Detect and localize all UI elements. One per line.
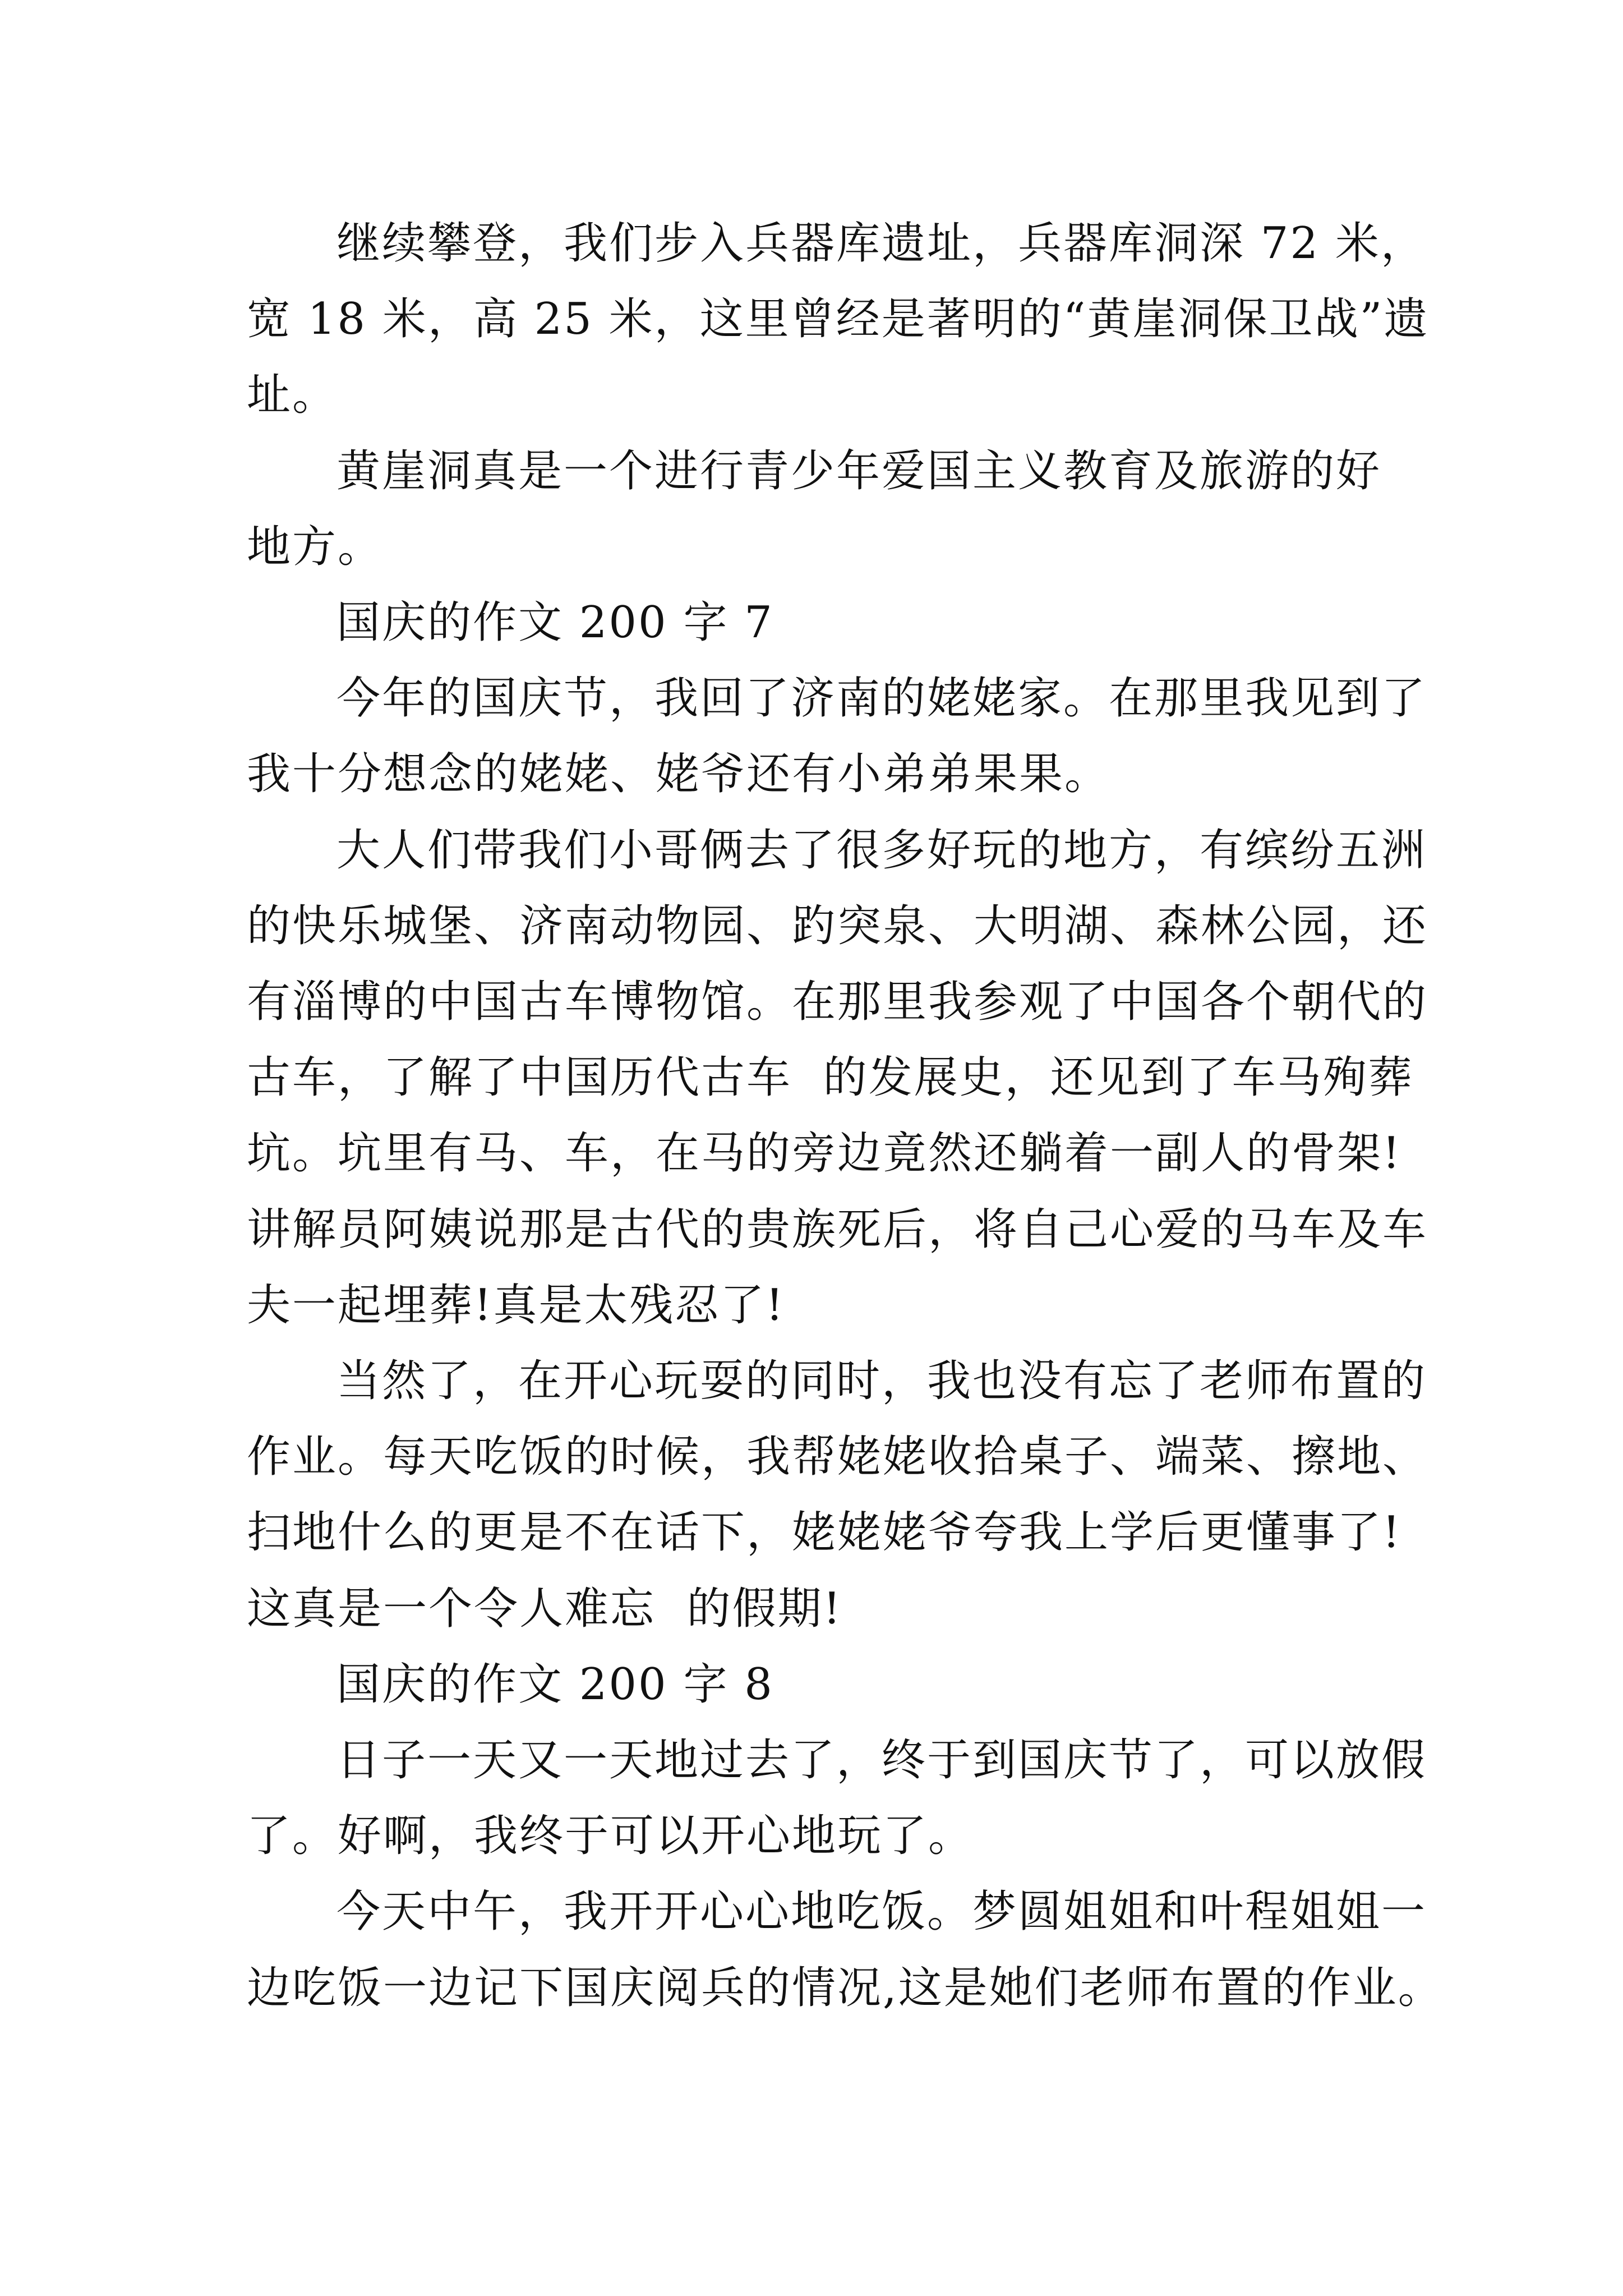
text-line: 址。 — [247, 370, 338, 420]
text-line: 边吃饭一边记下国庆阅兵的情况,这是她们老师布置的作业。 — [247, 1963, 1444, 2013]
text-line: 了。好啊，我终于可以开心地玩了。 — [247, 1811, 974, 1861]
text-line: 这真是一个令人难忘 的假期! — [247, 1584, 842, 1634]
text-line: 的快乐城堡、济南动物园、趵突泉、大明湖、森林公园，还 — [247, 901, 1428, 951]
section-heading: 国庆的作文 200 字 7 — [336, 597, 774, 648]
text-line: 有淄博的中国古车博物馆。在那里我参观了中国各个朝代的 — [247, 977, 1428, 1027]
text-line: 夫一起埋葬!真是太残忍了! — [247, 1280, 785, 1331]
text-line: 讲解员阿姨说那是古代的贵族死后，将自己心爱的马车及车 — [247, 1204, 1428, 1255]
text-line: 作业。每天吃饭的时候，我帮姥姥收拾桌子、端菜、擦地、 — [247, 1432, 1428, 1482]
text-line: 当然了，在开心玩耍的同时，我也没有忘了老师布置的 — [336, 1356, 1427, 1406]
text-line: 地方。 — [247, 522, 384, 572]
text-line: 继续攀登，我们步入兵器库遗址，兵器库洞深 72 米， — [336, 218, 1426, 269]
text-line: 今天中午，我开开心心地吃饭。梦圆姐姐和叶程姐姐一 — [336, 1887, 1427, 1937]
text-line: 坑。坑里有马、车，在马的旁边竟然还躺着一副人的骨架! — [247, 1128, 1402, 1179]
text-line: 今年的国庆节，我回了济南的姥姥家。在那里我见到了 — [336, 673, 1427, 724]
text-line: 古车，了解了中国历代古车 的发展史，还见到了车马殉葬 — [247, 1052, 1414, 1103]
text-line: 我十分想念的姥姥、姥爷还有小弟弟果果。 — [247, 749, 1110, 799]
text-line: 宽 18 米，高 25 米，这里曾经是著明的“黄崖洞保卫战”遗 — [247, 294, 1430, 344]
text-line: 日子一天又一天地过去了，终于到国庆节了，可以放假 — [336, 1735, 1427, 1786]
text-line: 大人们带我们小哥俩去了很多好玩的地方，有缤纷五洲 — [336, 825, 1427, 876]
section-heading: 国庆的作文 200 字 8 — [336, 1659, 774, 1710]
text-line: 扫地什么的更是不在话下，姥姥姥爷夸我上学后更懂事了! — [247, 1507, 1402, 1558]
text-line: 黄崖洞真是一个进行青少年爱国主义教育及旅游的好 — [336, 446, 1382, 496]
